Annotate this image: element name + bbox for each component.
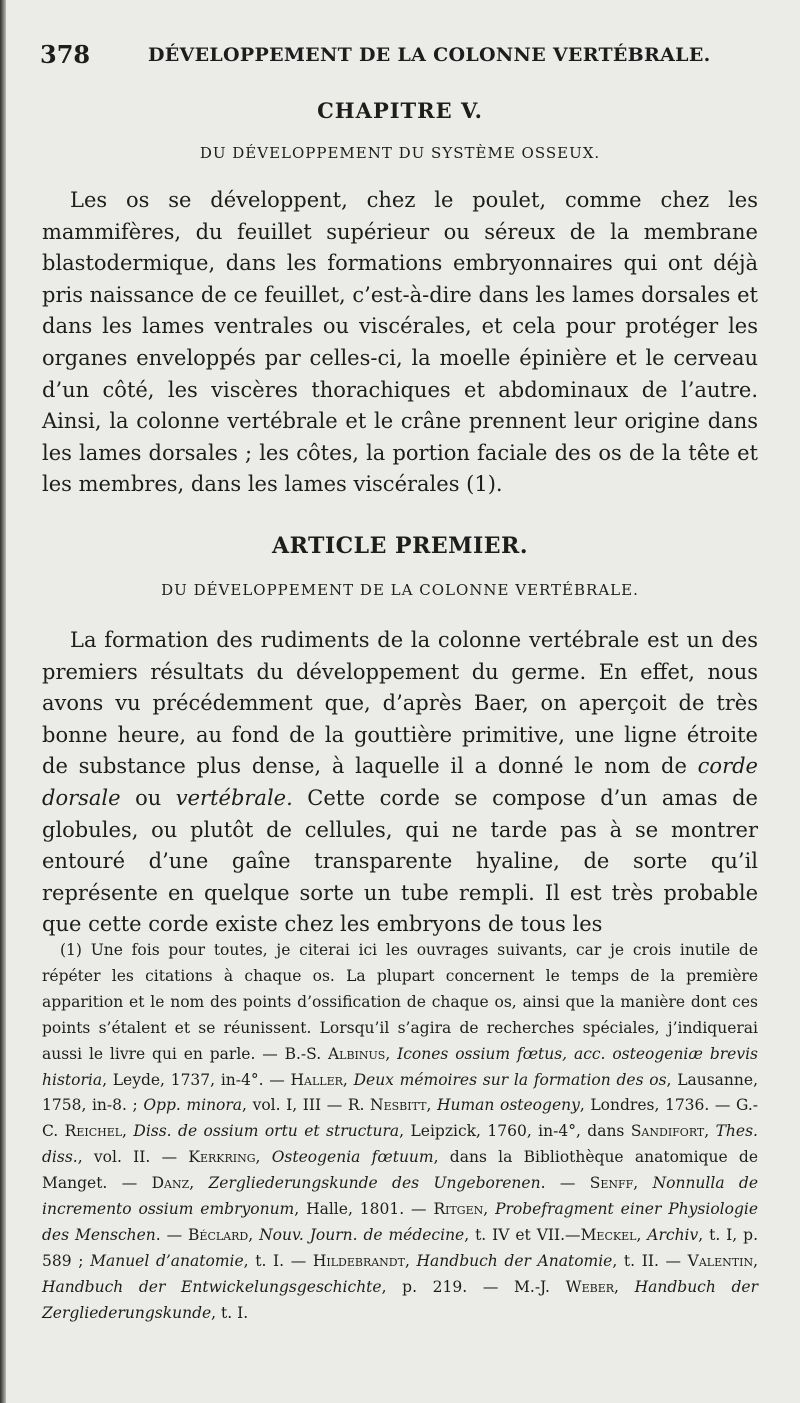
author-name: G.-C. Reichel — [42, 1096, 759, 1141]
footnote-text: , — [636, 1225, 648, 1244]
footnote-text: , — [426, 1096, 437, 1115]
paragraph-2-text: ou — [120, 785, 176, 810]
work-title: Manuel d’anatomie — [90, 1251, 244, 1270]
footnote-text: , t. I. — [211, 1303, 249, 1322]
footnote-text: , Halle, 1801. — — [294, 1200, 434, 1219]
paragraph-2-text: La formation des rudiments de la colonne vertébrale est un des premiers résultats du développement du germe. En effet, nous avons vu précédemment que, d’après Baer, on aperçoit de très bonne heure, au fond de la gouttière primitive, une ligne étroite de substance plus dense, à laquelle il a donné le nom de — [42, 628, 758, 779]
footnote-text: , Leyde, 1737, in-4°. — — [102, 1070, 291, 1089]
footnote-text: , — [248, 1225, 260, 1244]
term-vertebrale: vertébrale. — [175, 785, 293, 810]
footnote-text: , Lausanne, 1758, in-8. ; — [42, 1070, 758, 1115]
author-name: Haller — [290, 1070, 343, 1089]
page-edge-shadow — [0, 0, 6, 1403]
footnote-text: , — [342, 1070, 354, 1089]
footnote-text: , p. 219. — — [381, 1277, 515, 1296]
work-title: Zergliederungskunde des Ungeborenen — [208, 1174, 541, 1193]
work-title: Thes. diss. — [42, 1122, 758, 1167]
article-title: ARTICLE PREMIER. — [272, 533, 528, 559]
author-name: Valentin — [687, 1251, 754, 1270]
author-name: M.-J. Weber — [514, 1277, 615, 1296]
work-title: Deux mémoires sur la formation des os — [353, 1070, 667, 1089]
work-title: Probefragment einer Physiologie des Menschen — [42, 1200, 759, 1244]
work-title: Human osteogeny — [436, 1096, 580, 1115]
work-title: Archiv — [647, 1225, 699, 1244]
work-title: Nonnulla de incremento ossium embryonum — [42, 1174, 759, 1219]
work-title: Handbuch der Zergliederungskunde — [42, 1277, 759, 1322]
footnote-text: , t. II. — — [612, 1251, 688, 1270]
footnote — [42, 938, 758, 1327]
footnote-text: , — [255, 1148, 272, 1167]
author-name: Meckel — [580, 1225, 637, 1244]
footnote-text: . — — [540, 1174, 590, 1193]
footnote-text: . — — [155, 1225, 189, 1244]
footnote-text: , — [614, 1277, 635, 1296]
work-title: Handbuch der Anatomie — [416, 1251, 613, 1270]
author-name: Hildebrandt — [312, 1251, 405, 1270]
footnote-text: , t. I. — — [243, 1251, 313, 1270]
work-title: Opp. minora — [143, 1096, 243, 1115]
work-title: Handbuch der Entwickelungsgeschichte — [42, 1277, 382, 1296]
footnote-text: , t. IV et VII.— — [464, 1225, 581, 1244]
footnote-text: , Londres, 1736. — — [579, 1096, 737, 1115]
work-title: Icones ossium fœtus, acc. osteogeniæ brevis historia — [42, 1044, 758, 1089]
footnote-text: , — [404, 1251, 417, 1270]
author-name: R. Nesbitt — [347, 1096, 427, 1115]
footnote-text: , — [122, 1122, 134, 1141]
footnote-text: , t. I, p. 589 ; — [42, 1225, 758, 1270]
author-name: Danz — [151, 1174, 190, 1193]
footnote-text: , dans la Bibliothèque anatomique de Manget. — — [42, 1148, 758, 1193]
footnote-text: , — [189, 1174, 209, 1193]
footnote-text: , — [753, 1251, 759, 1270]
author-name: Béclard — [188, 1225, 249, 1244]
running-title: DÉVELOPPEMENT DE LA COLONNE VERTÉBRALE. — [148, 44, 711, 66]
footnote-text: , — [704, 1122, 716, 1141]
author-name: Sandifort — [630, 1122, 705, 1141]
work-title: Nouv. Journ. de médecine — [259, 1225, 465, 1244]
footnote-text: (1) Une fois pour toutes, je citerai ici les ouvrages suivants, car je crois inutile de répéter les citations à chaque os. La plupart concernent le temps de la première apparition et le nom des points d’ossification de chaque os, ainsi que la manière dont ces points s’étalent et se réunissent. Lorsqu’il s’agira de recherches spéciales, j’indiquerai aussi le livre qui en parle. — — [42, 941, 758, 1063]
page-number: 378 — [40, 40, 91, 69]
work-title: Osteogenia fœtuum — [271, 1148, 434, 1167]
footnote-text: , — [633, 1174, 653, 1193]
author-name: B.-S. Albinus — [284, 1044, 386, 1063]
paragraph-1: Les os se développent, chez le poulet, comme chez les mammifères, du feuillet supérieur ou séreux de la membrane blastodermique, dans les formations embryonnaires qui ont déjà pris naissance de ce feuillet, c’est-à-dire dans les lames dorsales et dans les lames ventrales ou viscérales, et cela pour protéger les organes enveloppés par celles-ci, la moelle épinière et le cerveau d’un côté, les viscères thorachiques et abdominaux de l’autre. Ainsi, la colonne vertébrale et le crâne prennent leur origine dans les lames dorsales ; les côtes, la portion faciale des os de la tête et les membres, dans les lames viscérales (1). — [42, 188, 758, 497]
author-name: Ritgen — [433, 1200, 484, 1219]
article-subtitle: DU DÉVELOPPEMENT DE LA COLONNE VERTÉBRALE. — [161, 581, 639, 599]
paragraph-2 — [42, 625, 758, 941]
chapter-subtitle: DU DÉVELOPPEMENT DU SYSTÈME OSSEUX. — [199, 144, 601, 162]
footnote-text: , vol. I, III — — [242, 1096, 348, 1115]
footnote-text: , — [483, 1200, 496, 1219]
author-name: Senff — [589, 1174, 634, 1193]
chapter-title: CHAPITRE V. — [317, 98, 483, 123]
page-header — [40, 40, 780, 70]
footnote-text: , Leipzick, 1760, in-4°, dans — [399, 1122, 631, 1141]
footnote-text: , vol. II. — — [77, 1148, 189, 1167]
author-name: Kerkring — [188, 1148, 256, 1167]
paragraph-2-text: Cette corde se compose d’un amas de globules, ou plutôt de cellules, qui ne tarde pas à se montrer entouré d’une gaîne transparente hyaline, de sorte qu’il représente en quelque sorte un tube rempli. Il est très probable que cette corde existe chez les embryons de tous les — [42, 785, 758, 937]
footnote-text: , — [385, 1044, 398, 1063]
work-title: Diss. de ossium ortu et structura — [133, 1122, 400, 1141]
term-corde-dorsale: corde dorsale — [42, 754, 758, 810]
